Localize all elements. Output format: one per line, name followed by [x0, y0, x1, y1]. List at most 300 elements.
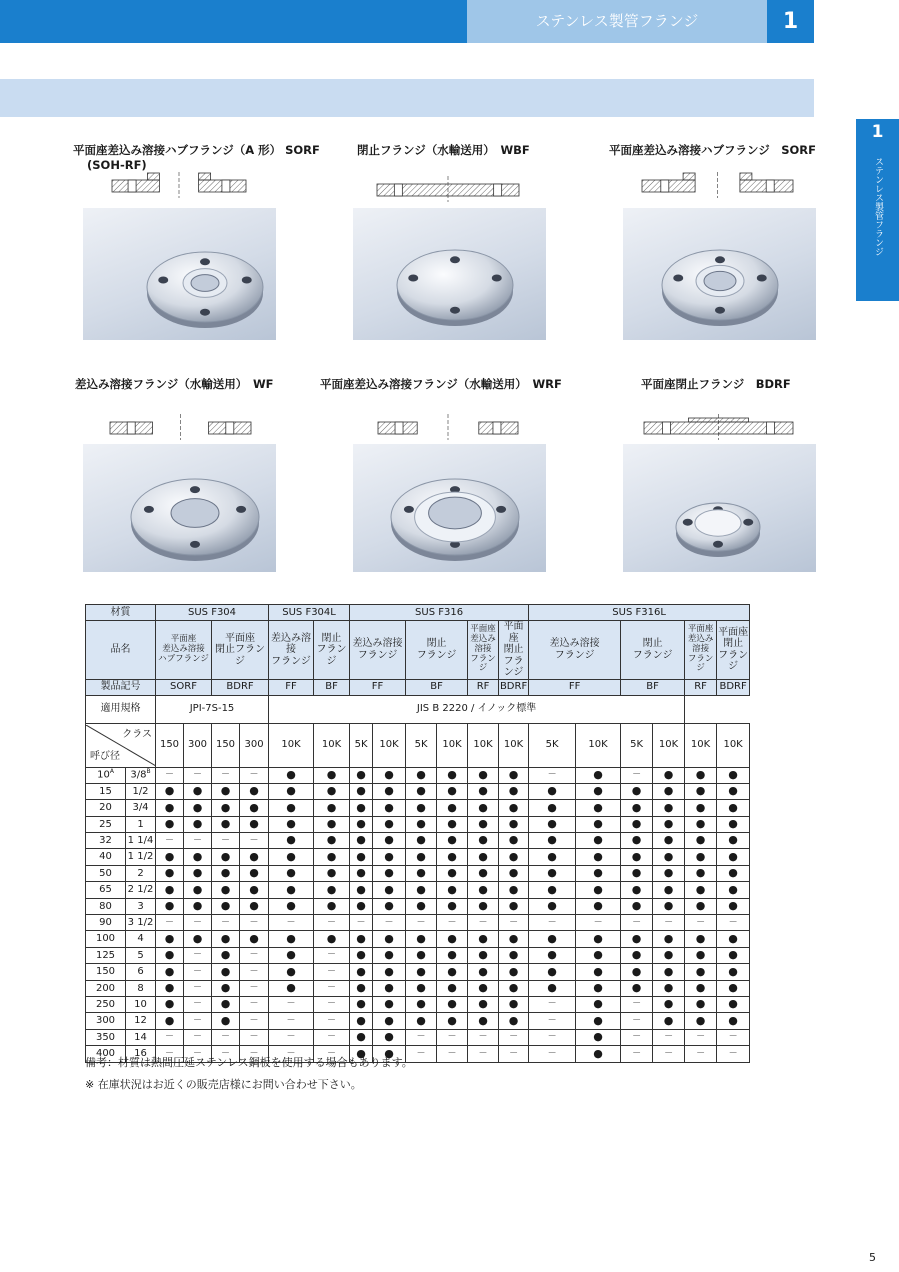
availability-cell: － [499, 915, 529, 931]
availability-cell: ● [499, 1013, 529, 1029]
availability-cell: ● [468, 996, 499, 1012]
class-14: 5K [621, 723, 653, 767]
availability-cell: ● [373, 964, 406, 980]
availability-cell: ● [576, 931, 621, 947]
availability-cell: ● [212, 849, 240, 865]
availability-cell: ● [314, 800, 350, 816]
availability-cell: ● [685, 931, 717, 947]
availability-cell: ● [653, 1013, 685, 1029]
availability-cell: ● [621, 882, 653, 898]
availability-cell: ● [184, 816, 212, 832]
availability-cell: ● [156, 1013, 184, 1029]
availability-cell: ● [269, 833, 314, 849]
availability-cell: ● [717, 1013, 750, 1029]
availability-cell: － [406, 1029, 437, 1045]
availability-cell: ● [529, 833, 576, 849]
availability-cell: ● [717, 996, 750, 1012]
availability-cell: ● [373, 1046, 406, 1062]
availability-cell: ● [314, 898, 350, 914]
availability-cell: ● [156, 865, 184, 881]
availability-cell: ● [373, 1013, 406, 1029]
side-chapter-tab[interactable] [856, 119, 899, 301]
availability-cell: ● [576, 800, 621, 816]
availability-cell: ● [576, 1046, 621, 1062]
side-tab-number: 1 [871, 122, 884, 142]
availability-cell: － [240, 1046, 269, 1062]
availability-cell: ● [653, 783, 685, 799]
availability-cell: － [468, 1046, 499, 1062]
availability-cell: ● [468, 767, 499, 783]
availability-cell: － [717, 1046, 750, 1062]
availability-cell: ● [437, 947, 468, 963]
availability-cell: ● [156, 980, 184, 996]
availability-cell: ● [406, 783, 437, 799]
availability-cell: ● [373, 800, 406, 816]
availability-cell: ● [468, 865, 499, 881]
table-row [86, 783, 888, 799]
availability-cell: ● [717, 833, 750, 849]
availability-cell: － [212, 767, 240, 783]
availability-cell: ● [529, 865, 576, 881]
availability-cell: ● [184, 898, 212, 914]
availability-cell: － [184, 947, 212, 963]
availability-cell: ● [717, 882, 750, 898]
availability-cell: ● [529, 882, 576, 898]
availability-cell: ● [437, 1013, 468, 1029]
availability-cell: ● [156, 783, 184, 799]
availability-cell: ● [685, 816, 717, 832]
availability-cell: ● [717, 865, 750, 881]
product-photo-wbf [353, 208, 546, 340]
material-0: SUS F304 [156, 605, 269, 621]
availability-cell: － [240, 996, 269, 1012]
class-12: 5K [529, 723, 576, 767]
availability-cell: － [437, 1029, 468, 1045]
availability-cell: ● [717, 849, 750, 865]
size-b: 5 [126, 947, 156, 963]
size-a: 400 [86, 1046, 126, 1062]
availability-cell: ● [240, 800, 269, 816]
availability-cell: ● [269, 931, 314, 947]
availability-cell: ● [156, 849, 184, 865]
availability-cell: ● [499, 898, 529, 914]
product-name-4: 差込み溶接 フランジ [350, 621, 406, 680]
size-b: 2 1/2 [126, 882, 156, 898]
availability-cell: ● [717, 980, 750, 996]
page-number: 5 [869, 1251, 876, 1264]
product-code-2: FF [269, 679, 314, 695]
size-a: 50 [86, 865, 126, 881]
availability-cell: ● [314, 849, 350, 865]
availability-cell: ● [240, 882, 269, 898]
availability-cell: ● [685, 849, 717, 865]
availability-cell: － [314, 1013, 350, 1029]
availability-cell: ● [350, 783, 373, 799]
availability-cell: ● [373, 882, 406, 898]
availability-cell: － [621, 1013, 653, 1029]
product-photo-bdrf [623, 444, 816, 572]
size-b: 14 [126, 1029, 156, 1045]
availability-cell: ● [350, 1013, 373, 1029]
availability-cell: ● [653, 849, 685, 865]
class-label: クラス [122, 728, 152, 740]
availability-cell: ● [184, 931, 212, 947]
size-b: 3/4 [126, 800, 156, 816]
product-code-5: BF [406, 679, 468, 695]
availability-cell: ● [406, 1013, 437, 1029]
table-row [86, 767, 888, 783]
availability-cell: ● [212, 816, 240, 832]
availability-cell: － [184, 980, 212, 996]
availability-cell: － [240, 964, 269, 980]
availability-cell: － [314, 964, 350, 980]
availability-cell: ● [240, 849, 269, 865]
availability-cell: － [437, 915, 468, 931]
availability-cell: ● [499, 964, 529, 980]
availability-cell: ● [156, 931, 184, 947]
class-row [86, 723, 888, 767]
availability-cell: ● [468, 964, 499, 980]
availability-cell: － [468, 1029, 499, 1045]
availability-cell: ● [437, 833, 468, 849]
availability-cell: ● [576, 783, 621, 799]
availability-cell: ● [212, 996, 240, 1012]
availability-cell: ● [406, 898, 437, 914]
availability-cell: ● [350, 1046, 373, 1062]
availability-cell: ● [653, 865, 685, 881]
availability-cell: ● [621, 980, 653, 996]
availability-cell: ● [717, 783, 750, 799]
availability-cell: ● [184, 783, 212, 799]
availability-cell: ● [437, 996, 468, 1012]
product-name-2: 差込み溶接 フランジ [269, 621, 314, 680]
availability-cell: ● [212, 980, 240, 996]
availability-cell: － [184, 996, 212, 1012]
availability-cell: － [240, 915, 269, 931]
material-2: SUS F316 [350, 605, 529, 621]
availability-cell: － [653, 1029, 685, 1045]
availability-cell: － [576, 915, 621, 931]
availability-cell: ● [184, 865, 212, 881]
size-a: 300 [86, 1013, 126, 1029]
availability-cell: ● [314, 783, 350, 799]
availability-cell: － [212, 1046, 240, 1062]
availability-cell: － [468, 915, 499, 931]
availability-cell: ● [437, 849, 468, 865]
availability-cell: ● [717, 947, 750, 963]
table-row [86, 964, 888, 980]
availability-cell: － [269, 996, 314, 1012]
availability-cell: － [212, 915, 240, 931]
product-title-bdrf: 平面座閉止フランジ BDRF [641, 377, 791, 391]
availability-cell: ● [717, 898, 750, 914]
availability-cell: － [156, 1046, 184, 1062]
availability-cell: ● [499, 996, 529, 1012]
availability-cell: ● [212, 865, 240, 881]
availability-cell: ● [576, 996, 621, 1012]
availability-cell: ● [373, 931, 406, 947]
availability-cell: ● [156, 996, 184, 1012]
availability-cell: ● [350, 833, 373, 849]
availability-cell: － [184, 1013, 212, 1029]
availability-cell: ● [653, 882, 685, 898]
availability-cell: － [621, 767, 653, 783]
availability-cell: － [314, 996, 350, 1012]
availability-cell: － [212, 1029, 240, 1045]
availability-cell: － [269, 1013, 314, 1029]
availability-cell: ● [499, 931, 529, 947]
availability-cell: ● [468, 816, 499, 832]
availability-cell: ● [406, 882, 437, 898]
availability-cell: ● [406, 849, 437, 865]
size-a: $10^A$ [86, 767, 126, 783]
availability-cell: ● [499, 833, 529, 849]
availability-cell: － [373, 915, 406, 931]
availability-cell: － [529, 915, 576, 931]
availability-cell: － [621, 1046, 653, 1062]
material-label: 材質 [86, 605, 156, 621]
availability-cell: ● [373, 783, 406, 799]
table-row [86, 882, 888, 898]
availability-cell: ● [468, 849, 499, 865]
size-a: 15 [86, 783, 126, 799]
availability-cell: ● [653, 931, 685, 947]
availability-cell: ● [468, 1013, 499, 1029]
size-b: 12 [126, 1013, 156, 1029]
availability-cell: ● [529, 964, 576, 980]
availability-cell: ● [529, 849, 576, 865]
class-11: 10K [499, 723, 529, 767]
availability-cell: ● [576, 1029, 621, 1045]
product-name-5: 閉止 フランジ [406, 621, 468, 680]
availability-cell: － [240, 767, 269, 783]
availability-cell: ● [350, 800, 373, 816]
table-row [86, 816, 888, 832]
availability-cell: ● [529, 816, 576, 832]
availability-cell: － [499, 1029, 529, 1045]
section-drawing-sorf [640, 172, 795, 198]
availability-cell: ● [212, 898, 240, 914]
product-photo-wf [83, 444, 276, 572]
availability-cell: ● [468, 947, 499, 963]
availability-cell: ● [240, 865, 269, 881]
standard-0: JPI-7S-15 [156, 695, 269, 723]
availability-cell: ● [685, 980, 717, 996]
class-13: 10K [576, 723, 621, 767]
header-title: ステンレス製管フランジ [535, 12, 699, 30]
section-drawing-wf [108, 414, 253, 440]
class-10: 10K [468, 723, 499, 767]
product-code-11: BDRF [717, 679, 750, 695]
availability-cell: ● [373, 833, 406, 849]
availability-cell: － [499, 1046, 529, 1062]
availability-cell: ● [717, 767, 750, 783]
availability-cell: ● [499, 849, 529, 865]
product-code-7: BDRF [499, 679, 529, 695]
availability-cell: ● [406, 996, 437, 1012]
availability-cell: － [350, 915, 373, 931]
size-a: 32 [86, 833, 126, 849]
size-a: 150 [86, 964, 126, 980]
product-name-10: 平面座 差込み溶接 フランジ [685, 621, 717, 680]
availability-cell: ● [269, 882, 314, 898]
availability-cell: － [240, 1013, 269, 1029]
availability-cell: － [184, 833, 212, 849]
class-17: 10K [717, 723, 750, 767]
availability-cell: ● [373, 898, 406, 914]
availability-cell: ● [406, 964, 437, 980]
size-b: 1 [126, 816, 156, 832]
product-title-sorf: 平面座差込み溶接ハブフランジ SORF [609, 143, 816, 157]
product-photo-sorf-a [83, 208, 276, 340]
size-a: 125 [86, 947, 126, 963]
material-1: SUS F304L [269, 605, 350, 621]
class-3: 300 [240, 723, 269, 767]
availability-cell: ● [685, 882, 717, 898]
availability-cell: － [184, 964, 212, 980]
size-b: 2 [126, 865, 156, 881]
availability-cell: － [685, 915, 717, 931]
product-code-0: SORF [156, 679, 212, 695]
availability-cell: ● [314, 865, 350, 881]
size-a: 40 [86, 849, 126, 865]
spec-table [85, 604, 888, 1063]
availability-cell: ● [156, 882, 184, 898]
availability-cell: ● [468, 931, 499, 947]
availability-cell: － [653, 1046, 685, 1062]
availability-cell: ● [240, 898, 269, 914]
availability-cell: ● [184, 882, 212, 898]
table-row [86, 1029, 888, 1045]
stock-note: ※ 在庫状況はお近くの販売店様にお問い合わせ下さい。 [85, 1078, 362, 1091]
availability-cell: ● [576, 767, 621, 783]
availability-cell: ● [576, 816, 621, 832]
availability-cell: － [184, 767, 212, 783]
availability-cell: ● [437, 816, 468, 832]
product-name-3: 閉止 フランジ [314, 621, 350, 680]
availability-cell: － [406, 915, 437, 931]
availability-cell: － [314, 1029, 350, 1045]
availability-cell: ● [529, 800, 576, 816]
availability-cell: ● [685, 898, 717, 914]
availability-cell: － [685, 1029, 717, 1045]
availability-cell: ● [269, 865, 314, 881]
availability-cell: ● [653, 767, 685, 783]
availability-cell: ● [576, 898, 621, 914]
table-row [86, 898, 888, 914]
availability-cell: ● [685, 964, 717, 980]
availability-cell: ● [685, 865, 717, 881]
availability-cell: － [156, 767, 184, 783]
availability-cell: ● [373, 849, 406, 865]
availability-cell: ● [621, 816, 653, 832]
size-a: 250 [86, 996, 126, 1012]
availability-cell: ● [717, 800, 750, 816]
availability-cell: ● [156, 898, 184, 914]
availability-cell: ● [406, 767, 437, 783]
availability-cell: ● [240, 816, 269, 832]
side-tab-label: ステンレス製管フランジ [873, 157, 883, 256]
availability-cell: ● [653, 800, 685, 816]
availability-cell: ● [269, 783, 314, 799]
section-drawing-wbf [375, 176, 521, 202]
availability-cell: － [240, 947, 269, 963]
name-row [86, 621, 888, 680]
availability-cell: ● [529, 783, 576, 799]
class-0: 150 [156, 723, 184, 767]
availability-cell: ● [314, 931, 350, 947]
availability-cell: － [184, 915, 212, 931]
availability-cell: － [240, 1029, 269, 1045]
table-row [86, 800, 888, 816]
availability-cell: ● [529, 947, 576, 963]
product-name-9: 閉止 フランジ [621, 621, 685, 680]
size-a: 80 [86, 898, 126, 914]
size-a: 90 [86, 915, 126, 931]
availability-cell: ● [717, 816, 750, 832]
availability-cell: ● [184, 849, 212, 865]
availability-cell: ● [499, 882, 529, 898]
availability-cell: ● [529, 980, 576, 996]
availability-cell: ● [685, 783, 717, 799]
availability-cell: ● [406, 833, 437, 849]
size-a: 65 [86, 882, 126, 898]
section-drawing-bdrf [642, 414, 795, 440]
availability-cell: ● [406, 816, 437, 832]
availability-cell: － [156, 833, 184, 849]
availability-cell: ● [576, 1013, 621, 1029]
availability-cell: ● [529, 931, 576, 947]
availability-cell: － [529, 767, 576, 783]
section-drawing-sorf-a [110, 172, 248, 198]
availability-cell: － [529, 1029, 576, 1045]
availability-cell: ● [653, 980, 685, 996]
size-b: $3/8^B$ [126, 767, 156, 783]
class-7: 10K [373, 723, 406, 767]
availability-cell: ● [156, 800, 184, 816]
availability-cell: ● [576, 882, 621, 898]
availability-cell: ● [685, 996, 717, 1012]
standard-1: JIS B 2220 / イノック標準 [269, 695, 685, 723]
availability-cell: ● [468, 980, 499, 996]
availability-cell: － [240, 980, 269, 996]
availability-cell: ● [212, 882, 240, 898]
availability-cell: ● [437, 882, 468, 898]
class-4: 10K [269, 723, 314, 767]
product-name-6: 平面座 差込み溶接 フランジ [468, 621, 499, 680]
availability-cell: ● [269, 947, 314, 963]
availability-cell: ● [350, 964, 373, 980]
availability-cell: ● [653, 996, 685, 1012]
product-code-6: RF [468, 679, 499, 695]
availability-cell: ● [314, 882, 350, 898]
availability-cell: ● [373, 947, 406, 963]
availability-cell: ● [314, 833, 350, 849]
availability-cell: ● [499, 800, 529, 816]
table-row [86, 915, 888, 931]
availability-cell: ● [350, 931, 373, 947]
size-b: 10 [126, 996, 156, 1012]
availability-cell: ● [373, 996, 406, 1012]
availability-cell: ● [437, 980, 468, 996]
size-a: 25 [86, 816, 126, 832]
availability-cell: ● [406, 865, 437, 881]
class-16: 10K [685, 723, 717, 767]
availability-cell: ● [437, 898, 468, 914]
availability-cell: ● [499, 816, 529, 832]
availability-cell: ● [212, 800, 240, 816]
availability-cell: － [314, 980, 350, 996]
